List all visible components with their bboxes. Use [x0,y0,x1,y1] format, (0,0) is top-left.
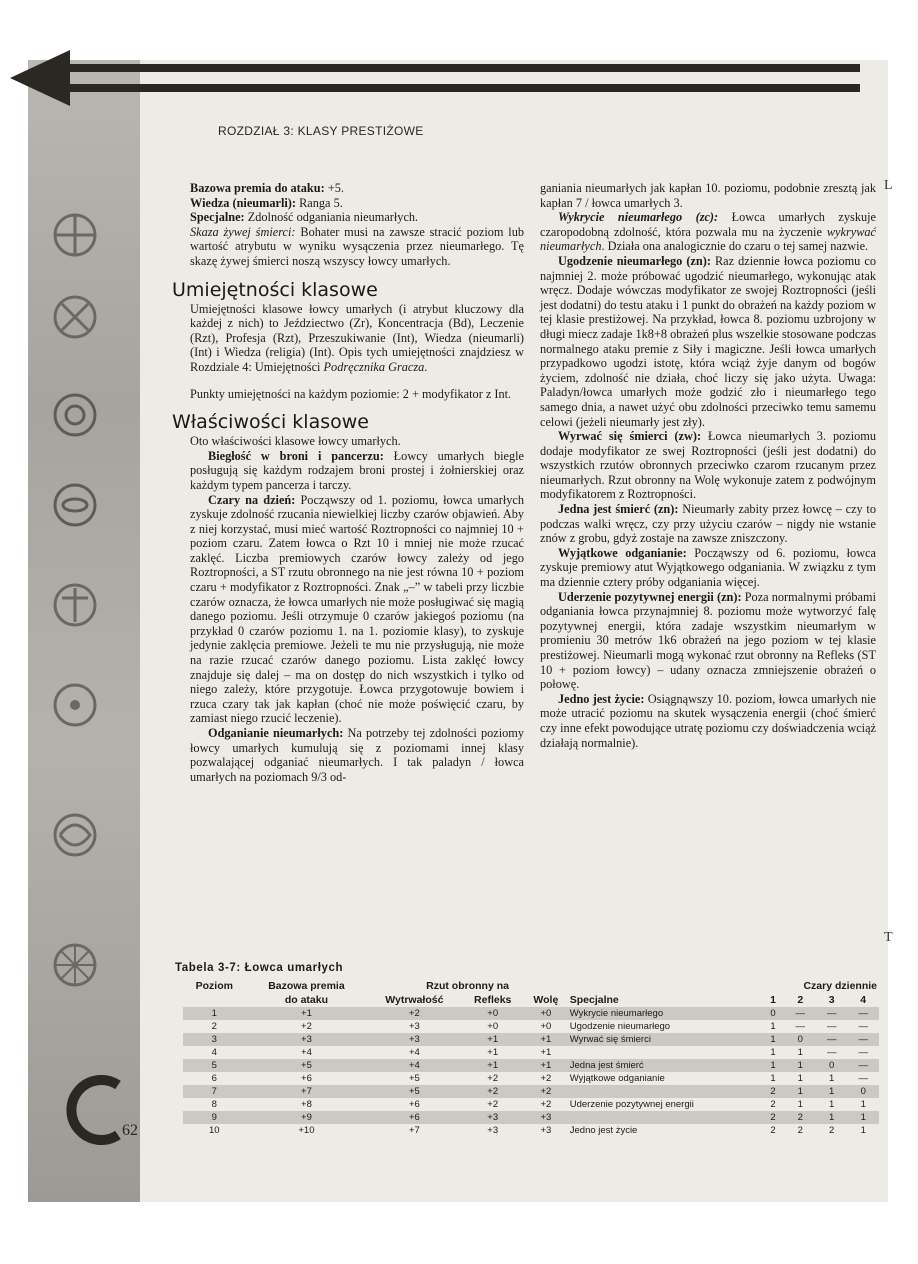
table-cell-special: Jedna jest śmierć [568,1059,762,1072]
table-cell-s4: 0 [847,1085,879,1098]
table-cell-will: +3 [524,1111,568,1124]
section-heading-skills: Umiejętności klasowe [172,278,378,301]
table-cell-s3: 1 [829,1099,835,1110]
table-cell-fort: +6 [367,1111,461,1124]
page-number: 62 [122,1122,138,1139]
table-cell-will: +3 [540,1125,552,1136]
table-cell-special: Wyrwać się śmierci [568,1033,762,1046]
table-cell-special: Wyjątkowe odganianie [569,1073,665,1084]
table-cell-ref: +2 [461,1085,524,1098]
table-cell-will: +2 [540,1099,552,1110]
table-cell-s2: 1 [785,1059,816,1072]
table-cell-fort: +3 [367,1033,461,1046]
table-cell-s3: — [816,1007,847,1020]
table-cell-s1: 1 [770,1073,776,1084]
rune-sun-icon [50,680,100,730]
table-cell-ref: +0 [487,1021,499,1032]
table-cell-lvl: 10 [208,1125,220,1136]
rune-spiral-icon [50,390,100,440]
table-cell-s4: — [847,1007,879,1020]
table-cell-s3: 2 [829,1125,835,1136]
rune-eye-icon [50,480,100,530]
table-cell-bab: +3 [246,1033,368,1046]
table-cell-ref: +3 [461,1111,524,1124]
table-cell-will: +0 [524,1007,568,1020]
table-cell-fort: +2 [367,1007,461,1020]
table-cell-s3: — [816,1033,847,1046]
table-cell-s4: — [858,1021,868,1032]
left-text-column: Bazowa premia do ataku: +5. Wiedza (nieumarli): Ranga 5. Specjalne: Zdolność odganiania nieumarłych. Skaza żywej śmierci: Bohater musi na zawsze stracić poziom lub wartość atrybutu w wyniku wysączenia przez nieumarłego. Tę skazę żywej śmierci noszą wszyscy łowcy umarłych. Umiejętności klasowe Umiejętności klasowe łowcy umarłych (i atrybut kluczowy dla każdej z nich) to Jeździectwo (Zr), Koncentracja (Bd), Leczenie (Rzt), Profesja (Rzt), Przeszukiwanie (Int), Wiedza (nieumarli) (Int) i Wiedza (religia) (Int). Opis tych umiejętności znajdziesz w Rozdziale 4: Umiejętności Podręcznika Gracza. Punkty umiejętności na każdym poziomie: 2 + modyfikator z Int. Właściwości klasowe Oto właściwości klasowe łowcy umarłych. Biegłość w broni i pancerzu: Łowcy umarłych biegle posługują się każdym rodzajem broni prostej i żołnierskiej oraz każdym typem pancerza i tarczy. Czary na dzień: Począwszy od 1. poziomu, łowca umarłych zyskuje zdolność rzucania niewielkiej liczby czarów objawień. Aby z niej korzystać, musi mieć wartość Roztropności co najmniej 10 + poziom czaru. Zatem łowca o Rzt 10 i mniej nie może rzucać zaklęć. Liczba premiowych czarów łowcy zależy od jego Roztropności, a ST rzutu obronnego na nie jest równa 10 + poziom czaru + modyfikator z Roztropności. Znak „–” w tabeli przy liczbie czarów oznacza, że łowca umarłych nie może posługiwać się magią danego poziomu. Jeśli otrzymuje 0 czarów jakiegoś poziomu (na przykład 0 czarów poziomu 1. na 1. poziomie klasy), to zyskuje jedynie zaklęcia premiowe. Jeżeli te mu nie przysługują, nie może na razie rzucać czarów danego poziomu. Lista zaklęć łowcy znajduje się dalej – ma on dostęp do nich wszystkich i tylko od niego zależy, które przygotuje. Łowca przygotowuje bowiem i rzuca czary tak jak kapłan (choć nie może poświęcić czaru, by zamiast niego rzucić leczenie). Odganianie nieumarłych: Na potrzeby tej zdolności poziomy łowcy umarłych kumulują się z poziomami innej klasy pozwalającej odganiać nieumarłych. I tak paladyn / łowca umarłych na poziomach 9/3 od- [172,181,525,784]
table-cell-fort: +5 [408,1073,420,1084]
table-cell-fort: +5 [367,1085,461,1098]
table-row [183,1059,879,1072]
table-cell-will: +2 [540,1073,552,1084]
table-cell-will: +1 [540,1047,552,1058]
table-cell-special: Ugodzenie nieumarłego [569,1021,671,1032]
table-cell-s2: 1 [797,1047,803,1058]
table-cell-s2: 1 [785,1085,816,1098]
table-cell-ref: +2 [487,1099,499,1110]
table-cell-special [568,1085,762,1098]
table-cell-s1: 2 [770,1099,776,1110]
table-row [183,1098,879,1111]
table-cell-s1: 2 [762,1111,785,1124]
decorative-margin [28,60,140,1202]
rune-cross-icon [50,580,100,630]
table-cell-lvl: 2 [211,1021,217,1032]
table-cell-special: Wykrycie nieumarłego [568,1007,762,1020]
table-cell-bab: +8 [301,1099,312,1110]
table-row [183,1020,879,1033]
table-cell-s3: 0 [816,1059,847,1072]
table-cell-bab: +9 [246,1111,368,1124]
table-cell-lvl: 9 [183,1111,246,1124]
table-cell-s3: — [826,1021,837,1032]
table-cell-ref: +3 [487,1125,499,1136]
table-cell-ref: +2 [487,1073,499,1084]
table-cell-s1: 1 [770,1021,776,1032]
table-cell-s1: 1 [770,1047,776,1058]
table-cell-s3: 1 [829,1073,835,1084]
table-cell-lvl: 6 [211,1073,217,1084]
table-cell-s2: 0 [785,1033,816,1046]
table-cell-lvl: 3 [183,1033,246,1046]
table-row [183,1124,879,1137]
table-cell-special [568,1111,762,1124]
table-cell-s2: 1 [797,1073,803,1084]
table-cell-s1: 0 [762,1007,785,1020]
table-row [183,1007,879,1020]
table-cell-fort: +6 [408,1099,420,1110]
table-cell-ref: +1 [487,1047,499,1058]
table-cell-will: +0 [540,1021,552,1032]
table-cell-s2: — [795,1021,806,1032]
table-cell-ref: +1 [461,1059,524,1072]
table-cell-lvl: 4 [211,1047,217,1058]
table-cell-s1: 1 [762,1059,785,1072]
table-cell-s2: 2 [797,1125,803,1136]
table-row [183,1072,879,1085]
table-cell-s2: 2 [785,1111,816,1124]
class-progression-table: Poziom Bazowa premia Rzut obronny na Czary dziennie do ataku Wytrwałość Refleks Wolę Specjalne 1 2 3 4 1 +1 +2 +0 +0 Wykrycie nieumarłego 0 — — — 2 +2 +3 +0 +0 Ugodzenie nieumarłego 1 — — — 3 +3 +3 +1 +1 Wyrwać się śmierci 1 0 — — 4 +4 +4 +1 +1 1 1 — — 5 +5 +4 +1 +1 Jedna jest śmierć 1 1 0 — 6 +6 +5 +2 +2 Wyjątkowe odganianie 1 1 1 — 7 +7 +5 +2 +2 2 1 1 0 8 +8 +6 +2 +2 Uderzenie pozytywnej energii 2 1 1 1 9 +9 +6 +3 +3 2 2 1 1 10 +10 +7 +3 +3 Jedno jest życie 2 2 2 1 [183,979,879,1137]
chapter-arrow-banner [10,50,870,106]
table-cell-will: +1 [524,1033,568,1046]
chapter-title: ROZDZIAŁ 3: KLASY PRESTIŻOWE [218,124,424,138]
table-cell-fort: +4 [367,1059,461,1072]
table-cell-s4: 1 [860,1099,866,1110]
right-text-column: ganiania nieumarłych jak kapłan 10. poziomu, podobnie zresztą jak kapłan 7 / łowca umarłych 3. Wykrycie nieumarłego (zc): Łowca umarłych zyskuje czaropodobną zdolność, która pozwala mu na życzenie wykrywać nieumarłych. Działa ona analogicznie do czaru o tej samej nazwie. Ugodzenie nieumarłego (zn): Raz dziennie łowca poziomu co najmniej 2. może próbować ugodzić nieumarłego, wykonując atak wręcz. Dodaje wówczas modyfikator ze swojej Roztropności (jeśli jest dodatni) do testu ataku i 1 punkt do obrażeń na każdy poziom w tej klasie prestiżowej. Na przykład, łowca 8. poziomu uzbrojony w długi miecz zadaje 1k8+8 obrażeń plus wszelkie stosowane podczas normalnego ataku premie z Siły i magiczne. Jeśli łowca umarłych przypadkowo ugodzi istotę, która wciąż żyje danym od bogów życiem, zdolność nie działa, choć liczy się jako użyta. Uwaga: Paladyn/łowca umarłych może godzić zło i nieumarłego tego samego dnia, a nawet użyć obu zdolności przeciwko temu samemu celowi (jeżeli nieumarły jest zły). Wyrwać się śmierci (zw): Łowca nieumarłych 3. poziomu dodaje modyfikator ze swej Roztropności (jeśli jest dodatni) do wszystkich rzutów obronnych przeciwko czarom rzucanym przez nieumarłych. Rzut obronny na Wolę wykonuje zatem z podwójnym modyfikatorem z Roztropności. Jedna jest śmierć (zn): Nieumarły zabity przez łowcę – czy to podczas walki wręcz, czy przy użyciu czarów – nigdy nie wstanie znów z grobu, gdyż zostaje na zawsze zniszczony. Wyjątkowe odganianie: Począwszy od 6. poziomu, łowca zyskuje premiowy atut Wyjątkowego odganiania. W związku z tym ma dziennie cztery próby odganiania więcej. Uderzenie pozytywnej energii (zn): Poza normalnymi próbami odganiania łowca przynajmniej 8. poziomu może wytworzyć falę pozytywnej energii, która zadaje wszystkim nieumarłym w promieniu 30 metrów 1k6 obrażeń na jego poziom w tej klasie prestiżowej. Nieumarli mogą wykonać rzut obronny na Refleks (ST 10 + poziom łowcy) – udany oznacza zmniejszenie obrażeń o połowę. Jedno jest życie: Osiągnąwszy 10. poziom, łowca umarłych nie może utracić poziomu na skutek wysączenia energii (choć śmierć czy inne efekt powodujące utratę poziomu czy doświadczenia wciąż działają normalnie). [540,181,876,750]
table-cell-lvl: 5 [183,1059,246,1072]
table-cell-special [568,1046,762,1059]
table-cell-s4: 1 [847,1111,879,1124]
table-cell-bab: +1 [246,1007,368,1020]
page-number-ornament [58,1075,128,1145]
rune-wheel-icon [50,940,100,990]
rune-star-icon [50,292,100,342]
table-cell-s2: — [785,1007,816,1020]
table-cell-s3: 1 [816,1111,847,1124]
table-cell-s2: 1 [797,1099,803,1110]
table-cell-bab: +10 [298,1125,315,1136]
table-row [183,1033,879,1046]
table-cell-lvl: 7 [183,1085,246,1098]
table-cell-s1: 2 [762,1085,785,1098]
table-cell-lvl: 1 [183,1007,246,1020]
table-cell-s4: 1 [860,1125,866,1136]
rune-circle-icon [50,210,100,260]
table-row [183,1046,879,1059]
table-cell-ref: +0 [461,1007,524,1020]
table-cell-s1: 1 [762,1033,785,1046]
table-cell-s4: — [858,1047,868,1058]
rune-knot-icon [50,810,100,860]
edge-letter-bottom: T [884,930,893,945]
table-cell-s3: — [826,1047,837,1058]
table-cell-special: Uderzenie pozytywnej energii [569,1099,694,1110]
table-cell-lvl: 8 [211,1099,217,1110]
section-heading-features: Właściwości klasowe [172,411,369,434]
table-cell-will: +1 [524,1059,568,1072]
table-cell-s1: 2 [770,1125,776,1136]
table-cell-s4: — [847,1059,879,1072]
table-cell-bab: +4 [301,1047,312,1058]
table-row [183,1085,879,1098]
table-cell-fort: +7 [408,1125,420,1136]
table-cell-s3: 1 [816,1085,847,1098]
table-cell-s4: — [847,1033,879,1046]
table-cell-s4: — [858,1073,868,1084]
table-caption: Tabela 3-7: Łowca umarłych [175,962,344,974]
table-cell-fort: +4 [408,1047,420,1058]
table-cell-ref: +1 [461,1033,524,1046]
table-cell-special: Jedno jest życie [569,1125,638,1136]
table-cell-bab: +6 [301,1073,312,1084]
table-cell-will: +2 [524,1085,568,1098]
table-row [183,1111,879,1124]
table-cell-bab: +2 [301,1021,312,1032]
skill-points-text: Punkty umiejętności na każdym poziomie: 2 + modyfikator z Int. [190,386,512,401]
table-cell-fort: +3 [408,1021,420,1032]
table-cell-bab: +5 [246,1059,368,1072]
table-cell-bab: +7 [246,1085,368,1098]
edge-letter-top: L [884,178,893,193]
